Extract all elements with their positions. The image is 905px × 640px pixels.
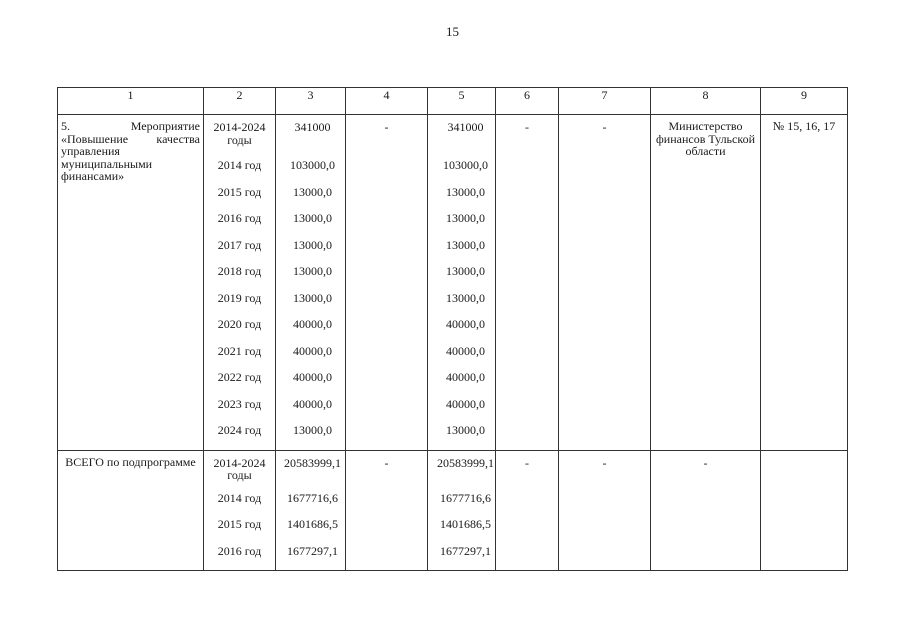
col6-value: - xyxy=(525,120,529,134)
col3-value: 13000,0 xyxy=(293,184,332,199)
header-cell: 7 xyxy=(559,88,651,115)
col3-value: 13000,0 xyxy=(293,264,332,278)
col4-value: - xyxy=(384,455,389,470)
period-label: 2019 год xyxy=(217,290,262,305)
col5-value: 13000,0 xyxy=(446,264,485,278)
col8-cell xyxy=(651,115,761,451)
col3-value: 1677716,6 xyxy=(287,490,338,505)
header-cell: 3 xyxy=(276,88,346,115)
col7-cell xyxy=(559,450,651,571)
period-label: 2015 год xyxy=(217,184,262,199)
period-label: 2024 год xyxy=(217,423,262,437)
col4-value: - xyxy=(384,120,389,134)
col3-value: 40000,0 xyxy=(293,370,332,384)
col5-value: 13000,0 xyxy=(446,237,485,252)
col5-value: 13000,0 xyxy=(446,290,485,305)
period-label: 2016 год xyxy=(217,211,262,225)
period-label: 2018 год xyxy=(217,264,262,278)
col5-value: 13000,0 xyxy=(446,423,485,437)
col3-value: 103000,0 xyxy=(290,158,335,172)
period-label: 2014-2024 годы xyxy=(213,455,266,482)
col3-value: 20583999,1 xyxy=(284,455,341,470)
col5-value: 40000,0 xyxy=(446,317,485,331)
col5-value: 103000,0 xyxy=(443,158,488,172)
indicator-numbers: № 15, 16, 17 xyxy=(772,119,836,133)
col6-cell xyxy=(496,450,559,571)
header-cell: 6 xyxy=(496,88,559,115)
col5-value: 1677716,6 xyxy=(440,490,491,505)
col3-value: 40000,0 xyxy=(293,396,332,411)
section-row-total xyxy=(58,450,848,571)
period-label: 2021 год xyxy=(217,343,262,358)
section-row-measure-5 xyxy=(58,115,848,451)
col3-value: 341000 xyxy=(294,120,331,134)
col7-value: - xyxy=(602,120,607,134)
col3-cell xyxy=(276,450,346,571)
col5-value: 40000,0 xyxy=(446,370,485,384)
total-name-cell xyxy=(58,450,204,571)
header-cell: 8 xyxy=(651,88,761,115)
col5-value: 1401686,5 xyxy=(440,517,491,531)
col3-value: 40000,0 xyxy=(293,317,332,331)
period-cell xyxy=(204,115,276,451)
period-label: 2014-2024 годы xyxy=(213,120,266,147)
col5-value: 20583999,1 xyxy=(437,455,494,470)
header-cell: 1 xyxy=(58,88,204,115)
header-cell: 5 xyxy=(428,88,496,115)
header-cell: 2 xyxy=(204,88,276,115)
col3-value: 40000,0 xyxy=(293,343,332,358)
page-number: 15 xyxy=(446,24,459,39)
period-label: 2014 год xyxy=(217,490,262,505)
program-table xyxy=(57,87,848,571)
col3-value: 13000,0 xyxy=(293,423,332,437)
col9-cell xyxy=(761,115,848,451)
col4-cell xyxy=(346,450,428,571)
col3-value: 13000,0 xyxy=(293,290,332,305)
col5-value: 341000 xyxy=(447,120,484,134)
responsible-executor: Министерство финансов Тульской области xyxy=(656,119,755,158)
col3-value: 13000,0 xyxy=(293,211,332,225)
col5-value: 13000,0 xyxy=(446,211,485,225)
col6-cell xyxy=(496,115,559,451)
total-name: ВСЕГО по подпрограмме xyxy=(65,454,196,469)
col3-value: 1677297,1 xyxy=(287,543,338,558)
col5-cell xyxy=(428,450,496,571)
col5-value: 1677297,1 xyxy=(440,543,491,558)
col7-value: - xyxy=(602,455,607,470)
period-label: 2017 год xyxy=(217,237,262,252)
col4-cell xyxy=(346,115,428,451)
period-cell xyxy=(204,450,276,571)
col5-value: 40000,0 xyxy=(446,396,485,411)
col6-value: - xyxy=(525,455,529,470)
col3-value: 13000,0 xyxy=(293,237,332,252)
period-label: 2022 год xyxy=(217,370,262,384)
col3-value: 1401686,5 xyxy=(287,517,338,531)
period-label: 2014 год xyxy=(217,158,262,172)
col5-cell xyxy=(428,115,496,451)
period-label: 2016 год xyxy=(217,543,262,558)
col7-cell xyxy=(559,115,651,451)
period-label: 2023 год xyxy=(217,396,262,411)
col5-value: 13000,0 xyxy=(446,184,485,199)
col5-value: 40000,0 xyxy=(446,343,485,358)
measure-name: 5. Мероприятие «Повышение качества управления муниципальными финансами» xyxy=(61,119,200,183)
header-cell: 9 xyxy=(761,88,848,115)
col9-cell xyxy=(761,450,848,571)
col8-cell xyxy=(651,450,761,571)
header-row xyxy=(58,88,848,115)
header-cell: 4 xyxy=(346,88,428,115)
col9-value xyxy=(761,451,847,456)
col3-cell xyxy=(276,115,346,451)
period-label: 2020 год xyxy=(217,317,262,331)
measure-name-cell xyxy=(58,115,204,451)
period-label: 2015 год xyxy=(217,517,262,531)
col8-value: - xyxy=(703,455,708,470)
